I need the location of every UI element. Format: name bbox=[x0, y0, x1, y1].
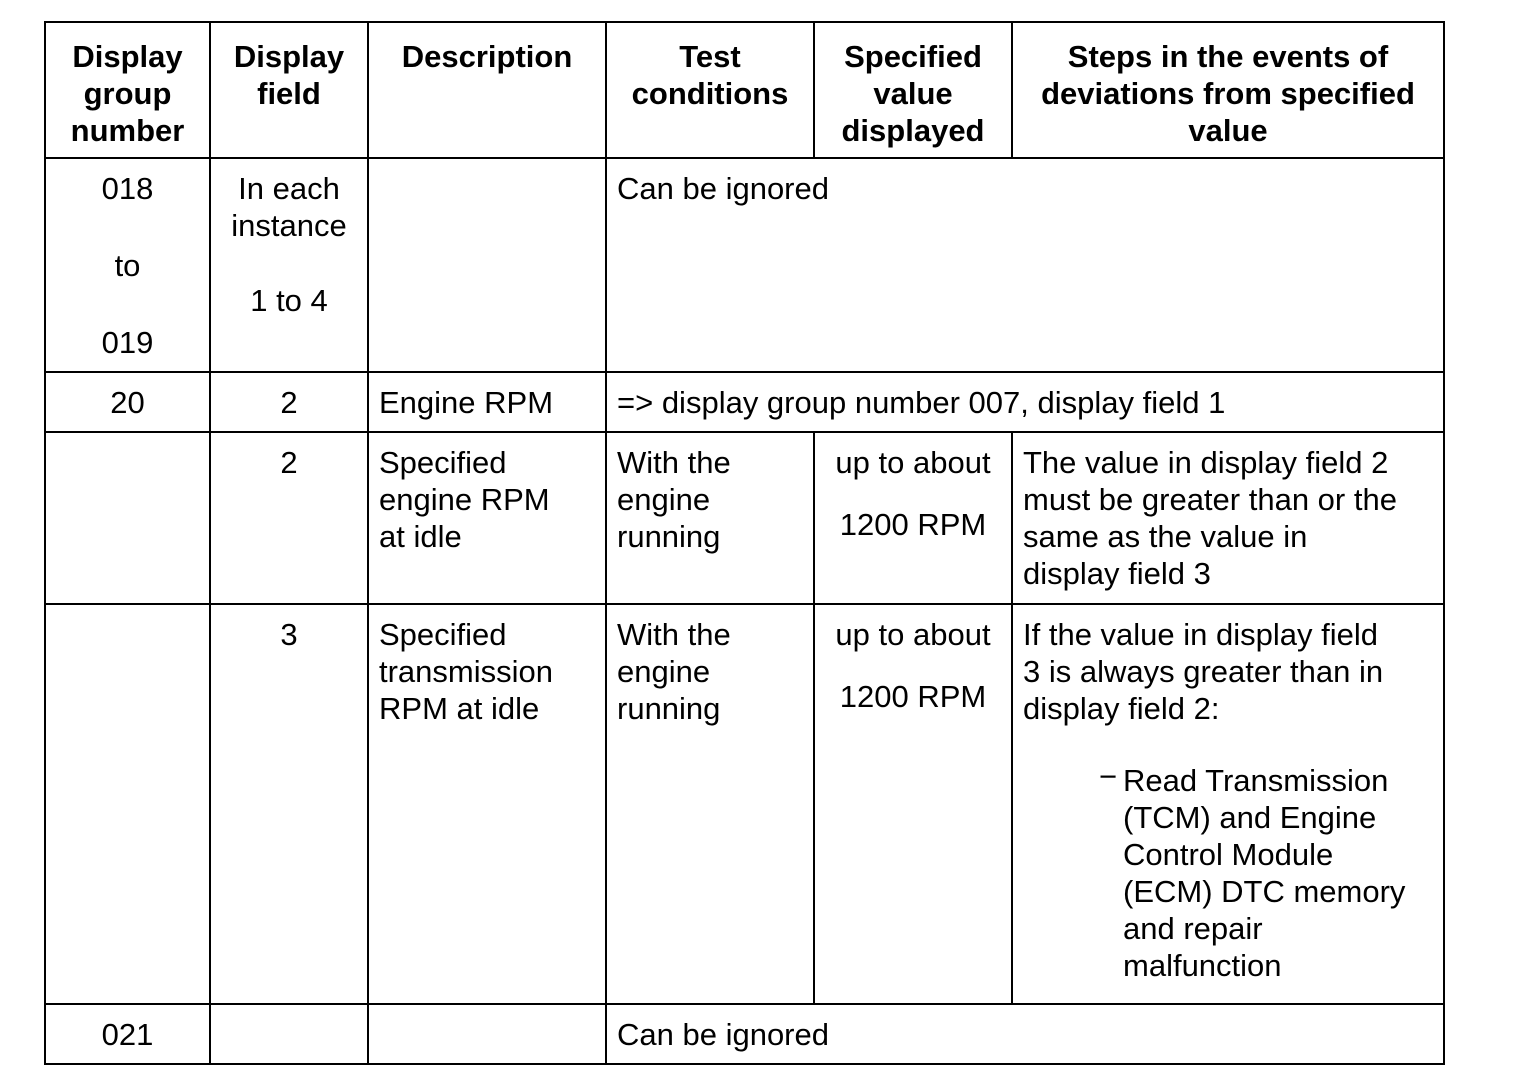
cell-display-field: 2 bbox=[210, 372, 368, 432]
table-row bbox=[45, 604, 1444, 1004]
table-row bbox=[45, 1004, 1444, 1064]
cell-test-conditions bbox=[606, 604, 814, 1004]
header-text: Description bbox=[401, 39, 573, 74]
cell-text: 1200 RPM bbox=[839, 679, 987, 714]
header-text: displayed bbox=[841, 113, 985, 148]
header-row bbox=[45, 22, 1444, 158]
cell-test-conditions bbox=[606, 432, 814, 604]
cell-text: must be greater than or the bbox=[1023, 482, 1397, 517]
header-test-conditions bbox=[606, 22, 814, 158]
table-row bbox=[45, 432, 1444, 604]
header-text: value bbox=[873, 76, 953, 111]
cell-deviation-steps bbox=[1012, 432, 1444, 604]
cell-text: 3 is always greater than in bbox=[1023, 654, 1384, 689]
cell-text: With the bbox=[617, 445, 731, 480]
header-specified-value bbox=[814, 22, 1012, 158]
cell-text: (ECM) DTC memory bbox=[1123, 874, 1406, 909]
cell-text: 1 to 4 bbox=[250, 283, 328, 318]
cell-text: engine bbox=[617, 482, 711, 517]
cell-text: engine bbox=[617, 654, 711, 689]
cell-text: instance bbox=[231, 208, 347, 243]
table-row bbox=[45, 372, 1444, 432]
header-description bbox=[368, 22, 606, 158]
cell-text: and repair bbox=[1123, 911, 1263, 946]
cell-specified-value bbox=[814, 432, 1012, 604]
cell-text: Control Module bbox=[1123, 837, 1334, 872]
cell-text: Specified bbox=[379, 617, 507, 652]
cell-group-number: 021 bbox=[45, 1004, 210, 1064]
header-text: group bbox=[83, 76, 172, 111]
cell-text: 019 bbox=[101, 325, 154, 360]
cell-text: transmission bbox=[379, 654, 553, 689]
cell-merged-note: => display group number 007, display field 1 bbox=[606, 372, 1444, 432]
cell-display-field bbox=[210, 1004, 368, 1064]
cell-text: to bbox=[114, 248, 141, 283]
cell-text: at idle bbox=[379, 519, 462, 554]
cell-description bbox=[368, 432, 606, 604]
cell-text: The value in display field 2 bbox=[1023, 445, 1389, 480]
cell-text: (TCM) and Engine bbox=[1123, 800, 1377, 835]
cell-text: Specified bbox=[379, 445, 507, 480]
table-row bbox=[45, 158, 1444, 372]
cell-text: engine RPM bbox=[379, 482, 550, 517]
cell-text: up to about bbox=[835, 445, 991, 480]
cell-text: RPM at idle bbox=[379, 691, 540, 726]
cell-group-number: 20 bbox=[45, 372, 210, 432]
cell-deviation-steps bbox=[1012, 604, 1444, 1004]
cell-display-field bbox=[210, 158, 368, 372]
cell-specified-value bbox=[814, 604, 1012, 1004]
header-text: Steps in the events of bbox=[1067, 39, 1389, 74]
cell-text: malfunction bbox=[1123, 948, 1282, 983]
header-text: Display bbox=[72, 39, 183, 74]
cell-description: Engine RPM bbox=[368, 372, 606, 432]
header-text: conditions bbox=[631, 76, 789, 111]
header-display-group-number bbox=[45, 22, 210, 158]
cell-display-field: 2 bbox=[210, 432, 368, 604]
cell-text: If the value in display field bbox=[1023, 617, 1378, 652]
header-text: number bbox=[70, 113, 185, 148]
header-text: value bbox=[1188, 113, 1268, 148]
header-text: field bbox=[257, 76, 321, 111]
cell-text: In each bbox=[238, 171, 340, 206]
dash-bullet-icon: − bbox=[1099, 759, 1118, 794]
cell-text: running bbox=[617, 691, 721, 726]
cell-merged-note: Can be ignored bbox=[606, 1004, 1444, 1064]
display-group-table bbox=[44, 21, 1445, 1065]
cell-text: up to about bbox=[835, 617, 991, 652]
cell-text: same as the value in bbox=[1023, 519, 1308, 554]
header-text: Specified bbox=[844, 39, 982, 74]
cell-text: running bbox=[617, 519, 721, 554]
cell-description bbox=[368, 604, 606, 1004]
cell-merged-note: Can be ignored bbox=[606, 158, 1444, 372]
cell-group-number bbox=[45, 432, 210, 604]
cell-text: Read Transmission bbox=[1123, 763, 1389, 798]
header-text: Test bbox=[679, 39, 741, 74]
header-display-field bbox=[210, 22, 368, 158]
cell-group-number bbox=[45, 604, 210, 1004]
header-text: deviations from specified bbox=[1041, 76, 1415, 111]
cell-description bbox=[368, 158, 606, 372]
cell-text: display field 2: bbox=[1023, 691, 1220, 726]
cell-text: 1200 RPM bbox=[839, 507, 987, 542]
cell-description bbox=[368, 1004, 606, 1064]
cell-text: 018 bbox=[101, 171, 154, 206]
cell-text: With the bbox=[617, 617, 731, 652]
header-text: Display bbox=[233, 39, 345, 74]
cell-display-field: 3 bbox=[210, 604, 368, 1004]
bullet-list-item bbox=[1023, 759, 1433, 984]
cell-text: display field 3 bbox=[1023, 556, 1211, 591]
header-deviation-steps bbox=[1012, 22, 1444, 158]
cell-group-number bbox=[45, 158, 210, 372]
